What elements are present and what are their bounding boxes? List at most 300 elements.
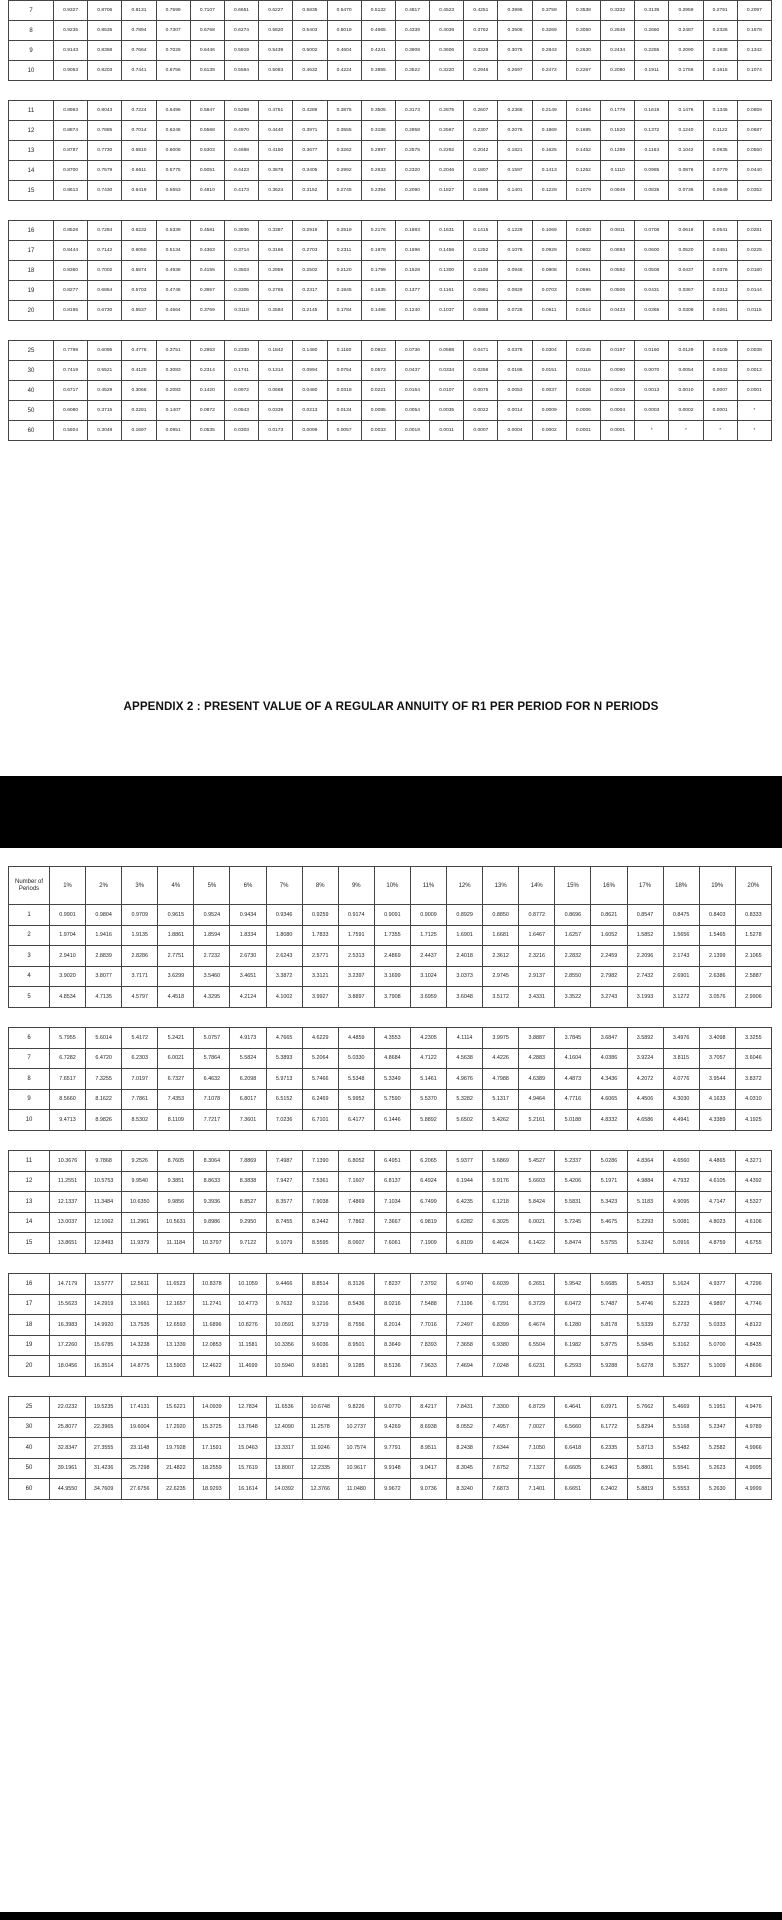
factor-cell: 0.0339 <box>259 401 293 421</box>
factor-cell: 7.4353 <box>158 1089 194 1110</box>
factor-cell: 5.4527 <box>519 1151 555 1172</box>
factor-cell: 0.1842 <box>259 341 293 361</box>
factor-cell: 5.7955 <box>50 1028 86 1049</box>
factor-cell: 0.1079 <box>566 181 600 201</box>
factor-cell: 2.5313 <box>338 946 374 967</box>
factor-cell: 0.0433 <box>601 301 635 321</box>
table-row <box>9 1069 772 1090</box>
factor-cell: 0.5820 <box>259 21 293 41</box>
factor-cell: 0.4339 <box>395 21 429 41</box>
factor-cell: 5.9176 <box>483 1171 519 1192</box>
factor-cell: 0.5703 <box>122 281 156 301</box>
factor-cell: 3.8077 <box>86 966 122 987</box>
factor-cell: 0.0334 <box>430 361 464 381</box>
factor-cell: 6.4674 <box>519 1315 555 1336</box>
rate-header: 10% <box>374 867 410 905</box>
factor-cell: 7.6873 <box>483 1479 519 1500</box>
factor-cell: 0.1697 <box>122 421 156 441</box>
period-cell: 11 <box>9 101 54 121</box>
factor-cell: 3.1024 <box>410 966 446 987</box>
factor-cell: 5.4206 <box>555 1171 591 1192</box>
factor-cell: 7.9427 <box>266 1171 302 1192</box>
factor-cell: 4.3389 <box>699 1110 735 1131</box>
table-row <box>9 1458 772 1479</box>
factor-cell: 3.3121 <box>302 966 338 987</box>
appendix-2-page <box>0 848 782 1912</box>
factor-cell: 12.4622 <box>194 1356 230 1377</box>
factor-cell: 0.3971 <box>293 121 327 141</box>
factor-cell: 0.2394 <box>361 181 395 201</box>
period-cell: 10 <box>9 61 54 81</box>
factor-cell: 2.3216 <box>519 946 555 967</box>
factor-cell: 0.3538 <box>566 1 600 21</box>
present-value-factor-table-body <box>9 1 772 441</box>
factor-cell: 5.4262 <box>483 1110 519 1131</box>
factor-cell: 2.6243 <box>266 946 302 967</box>
factor-cell: 0.2120 <box>327 261 361 281</box>
factor-cell: 19.7928 <box>158 1438 194 1459</box>
table-row <box>9 21 772 41</box>
factor-cell: 4.4392 <box>735 1171 771 1192</box>
factor-cell: 7.1607 <box>338 1171 374 1192</box>
factor-cell: 0.0649 <box>703 181 737 201</box>
factor-cell: 0.8444 <box>54 241 88 261</box>
factor-cell: 7.2497 <box>447 1315 483 1336</box>
factor-cell: 0.5874 <box>122 261 156 281</box>
factor-cell: 0.0004 <box>601 401 635 421</box>
factor-cell: 0.1240 <box>395 301 429 321</box>
factor-cell: 2.1065 <box>735 946 771 967</box>
factor-cell: 0.0437 <box>395 361 429 381</box>
factor-cell: 4.7135 <box>86 987 122 1008</box>
factor-cell: 0.2519 <box>327 221 361 241</box>
factor-cell: 4.1633 <box>699 1089 735 1110</box>
factor-cell: 3.6299 <box>158 966 194 987</box>
period-cell: 5 <box>9 987 50 1008</box>
factor-cell: 4.9476 <box>735 1397 771 1418</box>
factor-cell: 0.7599 <box>156 1 190 21</box>
factor-cell: 5.1951 <box>699 1397 735 1418</box>
factor-cell: 5.9952 <box>338 1089 374 1110</box>
factor-cell: 7.1390 <box>302 1151 338 1172</box>
factor-cell: 6.6039 <box>483 1274 519 1295</box>
period-cell: 2 <box>9 925 50 946</box>
factor-cell: 0.8131 <box>122 1 156 21</box>
factor-cell: 5.7245 <box>555 1212 591 1233</box>
factor-cell: 0.8277 <box>54 281 88 301</box>
factor-cell: 13.7648 <box>230 1417 266 1438</box>
factor-cell: 5.2623 <box>699 1458 735 1479</box>
factor-cell: 0.0221 <box>361 381 395 401</box>
factor-cell: 10.6350 <box>122 1192 158 1213</box>
factor-cell: 0.3050 <box>566 21 600 41</box>
factor-cell: 2.7232 <box>194 946 230 967</box>
factor-cell: 2.6901 <box>663 966 699 987</box>
factor-cell: 14.8775 <box>122 1356 158 1377</box>
factor-cell: 2.9906 <box>735 987 771 1008</box>
factor-cell: 0.0451 <box>703 241 737 261</box>
factor-cell: 10.5940 <box>266 1356 302 1377</box>
factor-cell: 0.0075 <box>464 381 498 401</box>
factor-cell: 13.8651 <box>50 1233 86 1254</box>
table-row <box>9 925 772 946</box>
factor-cell: 6.5660 <box>555 1417 591 1438</box>
factor-cell: 6.7499 <box>410 1192 446 1213</box>
factor-cell: 5.1009 <box>699 1356 735 1377</box>
table-row <box>9 1438 772 1459</box>
factor-cell: 0.7026 <box>156 41 190 61</box>
factor-cell: 0.5504 <box>54 421 88 441</box>
factor-cell: 5.0081 <box>663 1212 699 1233</box>
factor-cell: 0.4523 <box>430 1 464 21</box>
factor-cell: 2.8839 <box>86 946 122 967</box>
table-row <box>9 241 772 261</box>
factor-cell: 0.0514 <box>566 301 600 321</box>
factor-cell: 10.8378 <box>194 1274 230 1295</box>
factor-cell: 0.7107 <box>190 1 224 21</box>
factor-cell: 4.1604 <box>555 1048 591 1069</box>
table-row <box>9 1048 772 1069</box>
factor-cell: 3.9020 <box>50 966 86 987</box>
factor-cell: 9.1079 <box>266 1233 302 1254</box>
factor-cell: 9.8986 <box>194 1212 230 1233</box>
table-row <box>9 987 772 1008</box>
factor-cell: 9.3936 <box>194 1192 230 1213</box>
factor-cell: 4.1114 <box>447 1028 483 1049</box>
factor-cell: 1.7833 <box>302 925 338 946</box>
factor-cell: 5.2347 <box>699 1417 735 1438</box>
factor-cell: 5.3162 <box>663 1335 699 1356</box>
factor-cell: 8.5436 <box>338 1294 374 1315</box>
factor-cell: 0.9053 <box>54 61 88 81</box>
factor-cell: 8.2014 <box>374 1315 410 1336</box>
factor-cell: 0.0002 <box>532 421 566 441</box>
factor-cell: 0.3075 <box>498 41 532 61</box>
factor-cell: 0.0876 <box>669 161 703 181</box>
factor-cell: 8.5136 <box>374 1356 410 1377</box>
factor-cell: 3.1993 <box>627 987 663 1008</box>
factor-cell: 9.2526 <box>122 1151 158 1172</box>
factor-cell: 0.4632 <box>293 61 327 81</box>
rate-header: 1% <box>50 867 86 905</box>
factor-cell: 1.8861 <box>158 925 194 946</box>
factor-cell: 0.4039 <box>430 21 464 41</box>
factor-cell: 0.8772 <box>519 905 555 926</box>
factor-cell: 0.1160 <box>327 341 361 361</box>
factor-cell: 6.1280 <box>555 1315 591 1336</box>
factor-cell: 1.5278 <box>735 925 771 946</box>
factor-cell: 3.9927 <box>302 987 338 1008</box>
period-cell: 17 <box>9 241 54 261</box>
factor-cell: 0.8547 <box>627 905 663 926</box>
factor-cell: 3.4098 <box>699 1028 735 1049</box>
factor-cell: 6.8729 <box>519 1397 555 1418</box>
factor-cell: 8.3126 <box>338 1274 374 1295</box>
factor-cell: 0.9615 <box>158 905 194 926</box>
factor-cell: 8.5302 <box>122 1110 158 1131</box>
factor-cell: 12.6593 <box>158 1315 194 1336</box>
factor-cell: 0.1978 <box>361 241 395 261</box>
period-cell: 18 <box>9 261 54 281</box>
factor-cell: 0.0949 <box>601 181 635 201</box>
factor-cell: 0.2630 <box>566 41 600 61</box>
factor-cell: 0.0460 <box>293 381 327 401</box>
factor-cell: 8.5595 <box>302 1233 338 1254</box>
factor-cell: 0.0115 <box>737 301 771 321</box>
factor-cell: 9.2950 <box>230 1212 266 1233</box>
factor-cell: 10.5753 <box>86 1171 122 1192</box>
factor-cell: 0.1420 <box>190 381 224 401</box>
factor-cell: 19.6004 <box>122 1417 158 1438</box>
factor-cell: 0.3220 <box>430 61 464 81</box>
factor-cell: 0.2703 <box>293 241 327 261</box>
factor-cell: 0.0308 <box>669 301 703 321</box>
factor-cell: 11.2578 <box>302 1417 338 1438</box>
factor-cell: 0.5847 <box>190 101 224 121</box>
period-cell: 19 <box>9 281 54 301</box>
factor-cell: 0.0042 <box>703 361 737 381</box>
factor-cell: 39.1961 <box>50 1458 86 1479</box>
factor-cell: 1.9416 <box>86 925 122 946</box>
factor-cell: 0.0592 <box>601 261 635 281</box>
factor-cell: 8.2442 <box>302 1212 338 1233</box>
factor-cell: 0.0611 <box>532 301 566 321</box>
spacer-cell <box>9 1130 772 1151</box>
factor-cell: 4.8023 <box>699 1212 735 1233</box>
factor-cell: 0.2366 <box>498 101 532 121</box>
factor-cell: 0.6864 <box>88 281 122 301</box>
factor-cell: 0.3305 <box>224 281 258 301</box>
factor-cell: 0.8613 <box>54 181 88 201</box>
factor-cell: 6.2593 <box>555 1356 591 1377</box>
factor-cell: 0.1163 <box>635 141 669 161</box>
factor-cell: 0.6274 <box>224 21 258 41</box>
factor-cell: 0.6139 <box>190 61 224 81</box>
factor-cell: 5.5831 <box>555 1192 591 1213</box>
factor-cell: 0.9327 <box>54 1 88 21</box>
factor-cell: 4.2305 <box>410 1028 446 1049</box>
factor-cell: 8.8527 <box>230 1192 266 1213</box>
factor-cell: 0.5339 <box>156 221 190 241</box>
factor-cell: 0.0002 <box>669 401 703 421</box>
factor-cell: 4.8696 <box>735 1356 771 1377</box>
factor-cell: 3.3872 <box>266 966 302 987</box>
factor-cell: 5.8713 <box>627 1438 663 1459</box>
factor-cell: 0.4581 <box>190 221 224 241</box>
factor-cell: 5.0286 <box>591 1151 627 1172</box>
factor-cell: 4.6229 <box>302 1028 338 1049</box>
factor-cell: 0.1685 <box>566 121 600 141</box>
factor-cell: 4.8122 <box>735 1315 771 1336</box>
table-row <box>9 121 772 141</box>
factor-cell: 0.0437 <box>669 261 703 281</box>
factor-cell: 4.3030 <box>663 1089 699 1110</box>
factor-cell: 0.0001 <box>737 381 771 401</box>
factor-cell: 0.4810 <box>190 181 224 201</box>
factor-cell: 0.0808 <box>532 261 566 281</box>
factor-cell: 0.2076 <box>498 121 532 141</box>
factor-cell: 25.8077 <box>50 1417 86 1438</box>
factor-cell: 2.9137 <box>519 966 555 987</box>
factor-cell: 0.5470 <box>327 1 361 21</box>
factor-cell: 0.3624 <box>259 181 293 201</box>
factor-cell: 10.1059 <box>230 1274 266 1295</box>
factor-cell: 0.8700 <box>54 161 88 181</box>
factor-cell: 8.1109 <box>158 1110 194 1131</box>
factor-cell: 0.3166 <box>259 241 293 261</box>
factor-cell: 0.0009 <box>532 401 566 421</box>
factor-cell: 7.4987 <box>266 1151 302 1172</box>
factor-cell: 8.9501 <box>338 1335 374 1356</box>
appendix-1-page-fragment <box>0 0 782 776</box>
factor-cell: 0.1346 <box>703 101 737 121</box>
table-row <box>9 101 772 121</box>
factor-cell: 8.2438 <box>447 1438 483 1459</box>
factor-cell: 6.4235 <box>447 1192 483 1213</box>
factor-cell: 0.7002 <box>88 261 122 281</box>
factor-cell: 4.9095 <box>663 1192 699 1213</box>
factor-cell: 7.0248 <box>483 1356 519 1377</box>
factor-cell: 0.7307 <box>156 21 190 41</box>
table-row <box>9 361 772 381</box>
factor-cell: 6.2335 <box>591 1438 627 1459</box>
factor-cell: 4.8759 <box>699 1233 735 1254</box>
factor-cell: 0.7284 <box>88 221 122 241</box>
factor-cell: 14.0392 <box>266 1479 302 1500</box>
factor-cell: 0.2145 <box>293 301 327 321</box>
factor-cell: 0.3173 <box>395 101 429 121</box>
factor-cell: 5.8424 <box>519 1192 555 1213</box>
factor-cell: 0.5051 <box>190 161 224 181</box>
factor-cell: 12.0853 <box>194 1335 230 1356</box>
factor-cell: 7.5361 <box>302 1171 338 1192</box>
factor-cell: 12.8493 <box>86 1233 122 1254</box>
factor-cell: 10.7574 <box>338 1438 374 1459</box>
factor-cell: 2.1743 <box>663 946 699 967</box>
factor-cell: 1.7355 <box>374 925 410 946</box>
factor-cell: 0.1456 <box>430 241 464 261</box>
factor-cell: 6.9740 <box>447 1274 483 1295</box>
factor-cell: 0.7579 <box>88 161 122 181</box>
rate-header: 3% <box>122 867 158 905</box>
factor-cell: 6.1446 <box>374 1110 410 1131</box>
factor-cell: 0.0506 <box>601 281 635 301</box>
factor-cell: * <box>669 421 703 441</box>
factor-cell: 8.8633 <box>194 1171 230 1192</box>
factor-cell: 11.6896 <box>194 1315 230 1336</box>
factor-cell: 0.1110 <box>601 161 635 181</box>
factor-cell: 0.0802 <box>566 241 600 261</box>
period-cell: 30 <box>9 1417 50 1438</box>
factor-cell: 0.8475 <box>663 905 699 926</box>
factor-cell: 0.5403 <box>293 21 327 41</box>
factor-cell: 5.5339 <box>627 1315 663 1336</box>
factor-cell: 3.7057 <box>699 1048 735 1069</box>
factor-cell: 0.0535 <box>190 421 224 441</box>
factor-cell: 9.0770 <box>374 1397 410 1418</box>
factor-cell: 3.5460 <box>194 966 230 987</box>
factor-cell: 5.7590 <box>374 1089 410 1110</box>
factor-cell: 0.3048 <box>88 421 122 441</box>
factor-cell: 0.0596 <box>566 281 600 301</box>
factor-cell: 22.6235 <box>158 1479 194 1500</box>
factor-cell: 0.3329 <box>464 41 498 61</box>
factor-cell: 0.2311 <box>327 241 361 261</box>
factor-cell: 0.3909 <box>395 41 429 61</box>
factor-cell: 12.3766 <box>302 1479 338 1500</box>
factor-cell: 3.9224 <box>627 1048 663 1069</box>
factor-cell: 0.0099 <box>293 421 327 441</box>
factor-cell: 0.3083 <box>156 361 190 381</box>
factor-cell: 7.0236 <box>266 1110 302 1131</box>
factor-cell: 6.2463 <box>591 1458 627 1479</box>
factor-cell: 12.7834 <box>230 1397 266 1418</box>
factor-cell: 0.6232 <box>122 221 156 241</box>
period-cell: 18 <box>9 1315 50 1336</box>
factor-cell: 0.2745 <box>327 181 361 201</box>
factor-cell: 4.3553 <box>374 1028 410 1049</box>
factor-cell: 34.7609 <box>86 1479 122 1500</box>
factor-cell: 0.3875 <box>327 101 361 121</box>
factor-cell: 0.2946 <box>464 61 498 81</box>
factor-cell: 0.0618 <box>669 221 703 241</box>
factor-cell: 3.6847 <box>591 1028 627 1049</box>
factor-cell: 0.1821 <box>498 141 532 161</box>
factor-cell: 5.0330 <box>338 1048 374 1069</box>
factor-cell: 0.8195 <box>54 301 88 321</box>
factor-cell: 0.3152 <box>293 181 327 201</box>
factor-cell: 5.5845 <box>627 1335 663 1356</box>
factor-cell: 11.2961 <box>122 1212 158 1233</box>
factor-cell: 0.0019 <box>601 381 635 401</box>
factor-cell: 0.0261 <box>703 301 737 321</box>
factor-cell: 4.6755 <box>735 1233 771 1254</box>
factor-cell: 0.0687 <box>737 121 771 141</box>
factor-cell: 5.6685 <box>591 1274 627 1295</box>
factor-cell: 3.3255 <box>735 1028 771 1049</box>
table-row <box>9 381 772 401</box>
factor-cell: 10.4773 <box>230 1294 266 1315</box>
table-row <box>9 1335 772 1356</box>
factor-cell: 5.0916 <box>663 1233 699 1254</box>
factor-cell: 0.0471 <box>464 341 498 361</box>
factor-cell: 0.1108 <box>464 261 498 281</box>
factor-cell: 9.7122 <box>230 1233 266 1254</box>
factor-cell: 4.6389 <box>519 1069 555 1090</box>
factor-cell: 0.6611 <box>122 161 156 181</box>
factor-cell: 0.3066 <box>122 381 156 401</box>
factor-cell: 3.5172 <box>483 987 519 1008</box>
factor-cell: 18.2559 <box>194 1458 230 1479</box>
factor-cell: 5.8892 <box>410 1110 446 1131</box>
factor-cell: 0.0054 <box>395 401 429 421</box>
factor-cell: 7.7861 <box>122 1089 158 1110</box>
factor-cell: 6.6231 <box>519 1356 555 1377</box>
factor-cell: 0.0365 <box>635 301 669 321</box>
factor-cell: 5.5482 <box>663 1438 699 1459</box>
factor-cell: 0.1784 <box>327 301 361 321</box>
spacer-cell <box>9 1007 772 1028</box>
factor-cell: 8.3577 <box>266 1192 302 1213</box>
factor-cell: 0.2633 <box>361 161 395 181</box>
factor-cell: 2.5771 <box>302 946 338 967</box>
factor-cell: 0.0868 <box>464 301 498 321</box>
factor-cell: 4.9999 <box>735 1479 771 1500</box>
table-row <box>9 141 772 161</box>
factor-cell: 0.4423 <box>224 161 258 181</box>
factor-cell: 0.1619 <box>635 101 669 121</box>
period-cell: 19 <box>9 1335 50 1356</box>
